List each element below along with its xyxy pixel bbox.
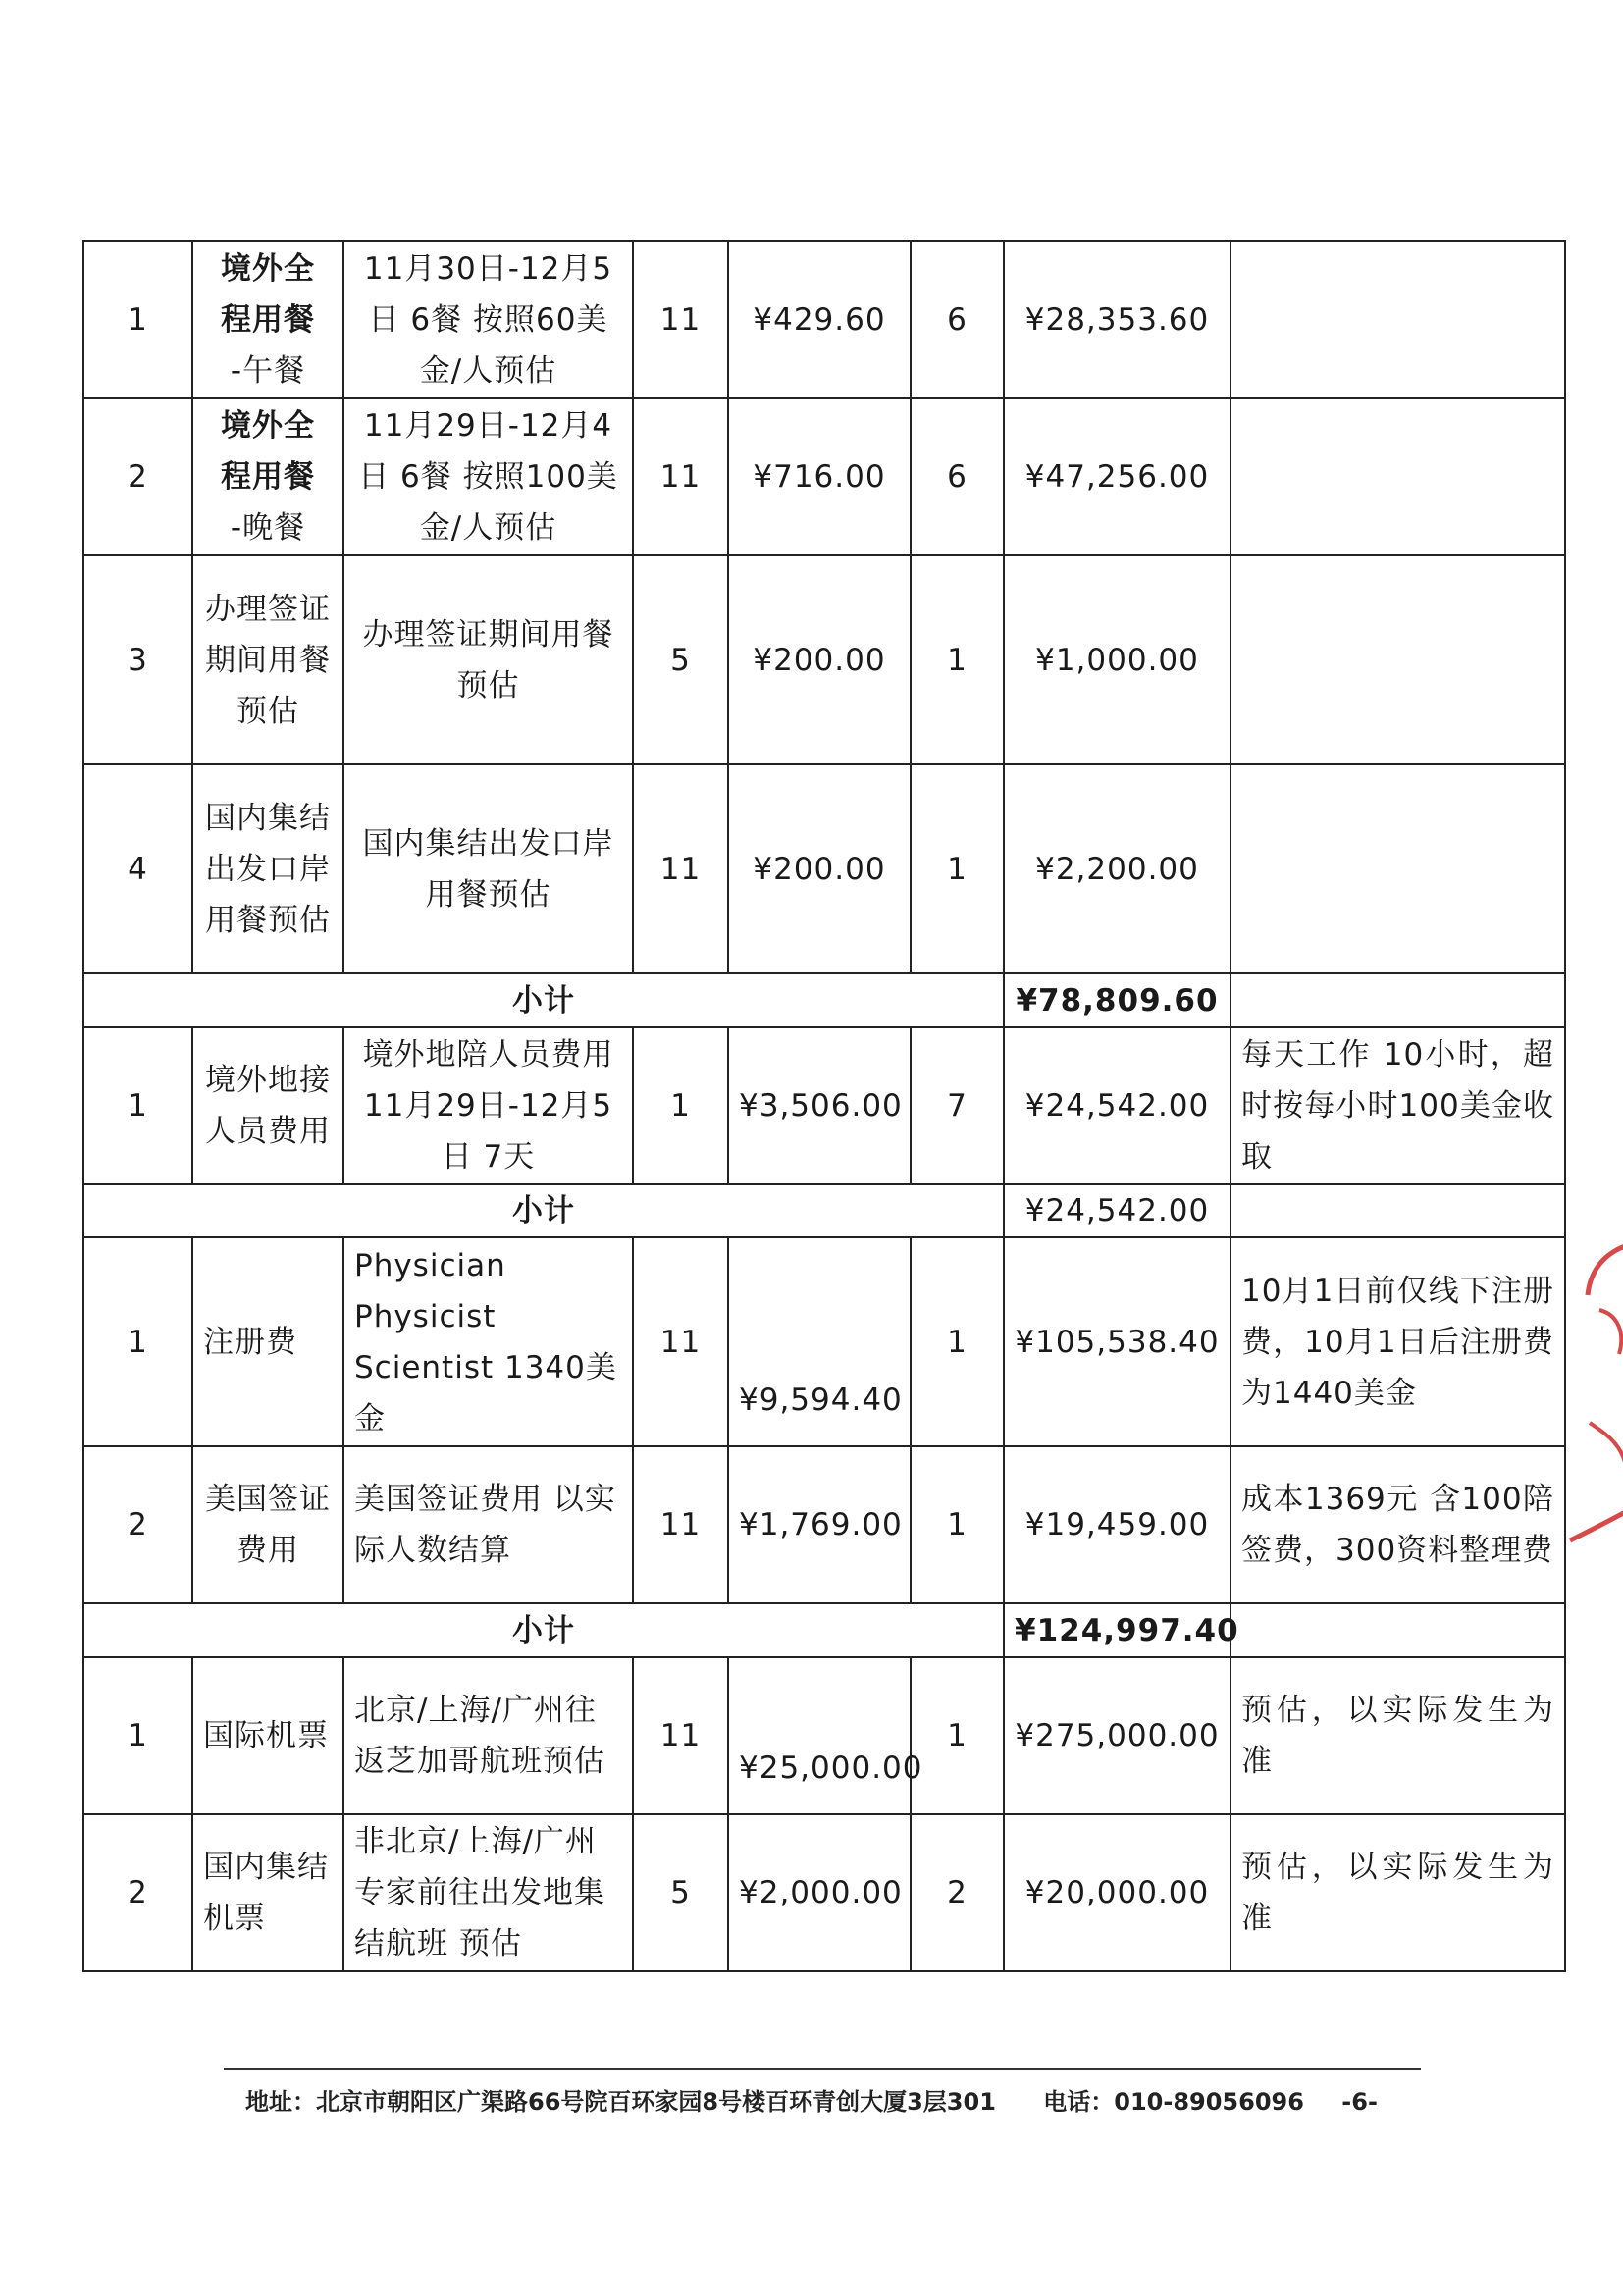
- table-row: [83, 1027, 1565, 1184]
- subtotal-label: 小计: [83, 973, 1004, 1027]
- item-name: 国内集结出发口岸用餐预估: [192, 764, 343, 973]
- line-total: ¥28,353.60: [1004, 241, 1230, 398]
- remark: [1230, 764, 1565, 973]
- subtotal-remark: [1230, 1184, 1565, 1237]
- subtotal-remark: [1230, 1603, 1565, 1657]
- times: 1: [911, 555, 1004, 764]
- red-seal-stamp-fragment: [1560, 1217, 1623, 1550]
- table-row: [83, 1657, 1565, 1814]
- unit-price: ¥200.00: [728, 764, 911, 973]
- table-row: [83, 1446, 1565, 1603]
- row-number: 3: [83, 555, 192, 764]
- line-total: ¥2,200.00: [1004, 764, 1230, 973]
- times: 1: [911, 1237, 1004, 1446]
- quantity: 5: [633, 555, 728, 764]
- table-row: [83, 764, 1565, 973]
- table-row: [83, 555, 1565, 764]
- times: 7: [911, 1027, 1004, 1184]
- unit-price: ¥2,000.00: [728, 1814, 911, 1971]
- remark: [1230, 555, 1565, 764]
- footer-phone: 电话：010-89056096: [1043, 2088, 1304, 2115]
- remark: [1230, 398, 1565, 555]
- subtotal-value: ¥24,542.00: [1004, 1184, 1230, 1237]
- quantity: 5: [633, 1814, 728, 1971]
- item-description: 办理签证期间用餐预估: [343, 555, 633, 764]
- page-footer: [245, 2082, 1521, 2125]
- remark: 预估，以实际发生为准: [1230, 1657, 1565, 1814]
- quantity: 11: [633, 1657, 728, 1814]
- item-name: 注册费: [192, 1237, 343, 1446]
- subtotal-row: [83, 1184, 1565, 1237]
- item-name: 境外全 程用餐 -午餐: [192, 241, 343, 398]
- quantity: 1: [633, 1027, 728, 1184]
- times: 1: [911, 1446, 1004, 1603]
- subtotal-label: 小计: [83, 1603, 1004, 1657]
- times: 1: [911, 1657, 1004, 1814]
- times: 1: [911, 764, 1004, 973]
- line-total: ¥105,538.40: [1004, 1237, 1230, 1446]
- page-number: -6-: [1341, 2088, 1378, 2115]
- item-name: 办理签证期间用餐预估: [192, 555, 343, 764]
- row-number: 4: [83, 764, 192, 973]
- row-number: 2: [83, 1446, 192, 1603]
- item-description: 境外地陪人员费用 11月29日-12月5日 7天: [343, 1027, 633, 1184]
- footer-address: 地址：北京市朝阳区广渠路66号院百环家园8号楼百环青创大厦3层301: [245, 2088, 996, 2115]
- row-number: 1: [83, 1657, 192, 1814]
- subtotal-value: ¥78,809.60: [1004, 973, 1230, 1027]
- line-total: ¥24,542.00: [1004, 1027, 1230, 1184]
- times: 6: [911, 398, 1004, 555]
- row-number: 1: [83, 241, 192, 398]
- table-row: [83, 398, 1565, 555]
- item-name: 美国签证费用: [192, 1446, 343, 1603]
- subtotal-remark: [1230, 973, 1565, 1027]
- item-name: 国际机票: [192, 1657, 343, 1814]
- quantity: 11: [633, 398, 728, 555]
- row-number: 2: [83, 398, 192, 555]
- table-row: [83, 1814, 1565, 1971]
- line-total: ¥47,256.00: [1004, 398, 1230, 555]
- item-name: 境外地接人员费用: [192, 1027, 343, 1184]
- subtotal-row: [83, 1603, 1565, 1657]
- quantity: 11: [633, 1446, 728, 1603]
- quantity: 11: [633, 241, 728, 398]
- unit-price: ¥3,506.00: [728, 1027, 911, 1184]
- remark: [1230, 241, 1565, 398]
- unit-price: ¥716.00: [728, 398, 911, 555]
- times: 2: [911, 1814, 1004, 1971]
- subtotal-label: 小计: [83, 1184, 1004, 1237]
- unit-price: ¥200.00: [728, 555, 911, 764]
- row-number: 1: [83, 1237, 192, 1446]
- item-description: 非北京/上海/广州专家前往出发地集结航班 预估: [343, 1814, 633, 1971]
- item-description: 国内集结出发口岸用餐预估: [343, 764, 633, 973]
- times: 6: [911, 241, 1004, 398]
- row-number: 1: [83, 1027, 192, 1184]
- quantity: 11: [633, 1237, 728, 1446]
- subtotal-row: [83, 973, 1565, 1027]
- footer-divider: [224, 2068, 1421, 2070]
- item-name: 境外全 程用餐 -晚餐: [192, 398, 343, 555]
- remark: 预估，以实际发生为准: [1230, 1814, 1565, 1971]
- table-row: [83, 1237, 1565, 1446]
- row-number: 2: [83, 1814, 192, 1971]
- item-description: 美国签证费用 以实际人数结算: [343, 1446, 633, 1603]
- unit-price: ¥9,594.40: [728, 1237, 911, 1446]
- subtotal-value: ¥124,997.40: [1004, 1603, 1230, 1657]
- item-description: 11月29日-12月4日 6餐 按照100美金/人预估: [343, 398, 633, 555]
- line-total: ¥275,000.00: [1004, 1657, 1230, 1814]
- remark: 成本1369元 含100陪签费，300资料整理费: [1230, 1446, 1565, 1603]
- unit-price: ¥429.60: [728, 241, 911, 398]
- item-description: Physician Physicist Scientist 1340美金: [343, 1237, 633, 1446]
- item-description: 11月30日-12月5日 6餐 按照60美金/人预估: [343, 241, 633, 398]
- unit-price: ¥25,000.00: [728, 1657, 911, 1814]
- expense-table: [82, 240, 1566, 1972]
- unit-price: ¥1,769.00: [728, 1446, 911, 1603]
- table-row: [83, 241, 1565, 398]
- item-description: 北京/上海/广州往返芝加哥航班预估: [343, 1657, 633, 1814]
- line-total: ¥1,000.00: [1004, 555, 1230, 764]
- line-total: ¥19,459.00: [1004, 1446, 1230, 1603]
- line-total: ¥20,000.00: [1004, 1814, 1230, 1971]
- remark: 每天工作 10小时，超时按每小时100美金收取: [1230, 1027, 1565, 1184]
- item-name: 国内集结机票: [192, 1814, 343, 1971]
- quantity: 11: [633, 764, 728, 973]
- remark: 10月1日前仅线下注册费，10月1日后注册费为1440美金: [1230, 1237, 1565, 1446]
